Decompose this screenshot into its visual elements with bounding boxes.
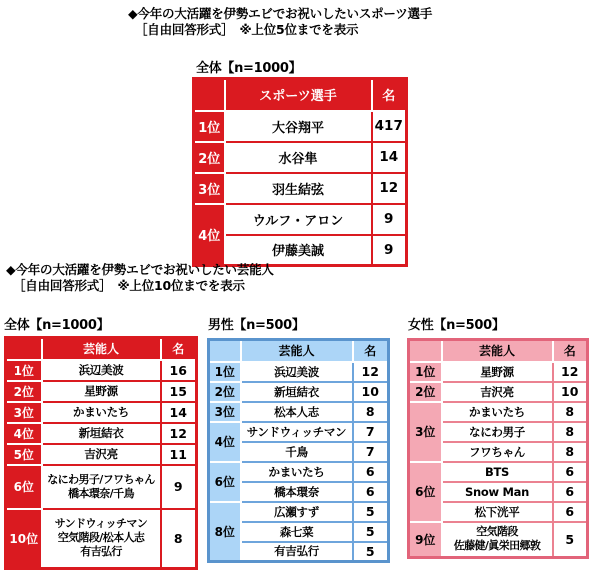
column-header-count: 名 — [161, 338, 197, 360]
table-row — [194, 111, 407, 142]
sports-section-title — [128, 6, 432, 38]
count-cell: 9 — [372, 204, 407, 235]
name-cell: 橋本環奈 — [241, 482, 353, 502]
name-cell: 新垣結衣 — [241, 382, 353, 402]
name-cell: 千鳥 — [241, 442, 353, 462]
name-cell — [42, 509, 161, 569]
table-row — [209, 362, 389, 382]
count-cell: 10 — [353, 382, 389, 402]
table-row — [409, 462, 588, 482]
name-cell: かまいたち — [442, 402, 553, 422]
count-cell: 6 — [553, 482, 588, 502]
name-cell: Snow Man — [442, 482, 553, 502]
count-cell: 12 — [353, 362, 389, 382]
name-cell: かまいたち — [241, 462, 353, 482]
name-line: 橋本環奈/千鳥 — [68, 486, 134, 500]
table-row — [194, 204, 407, 235]
rank-cell: 2位 — [6, 381, 42, 402]
table-row — [194, 142, 407, 173]
count-cell: 7 — [353, 442, 389, 462]
count-cell: 6 — [353, 482, 389, 502]
name-cell: 新垣結衣 — [42, 423, 161, 444]
table-row — [409, 402, 588, 422]
table-row — [6, 465, 197, 509]
count-cell: 11 — [161, 444, 197, 465]
count-cell: 10 — [553, 382, 588, 402]
celeb-male-table — [207, 338, 390, 563]
name-cell: BTS — [442, 462, 553, 482]
count-cell: 12 — [372, 173, 407, 204]
name-line: 佐藤健/眞栄田郷敦 — [453, 539, 541, 553]
table-row — [209, 502, 389, 522]
male-group-label: 男性【n=500】 — [208, 318, 305, 333]
count-cell: 8 — [553, 442, 588, 462]
count-cell: 6 — [553, 502, 588, 522]
rank-cell: 3位 — [209, 402, 241, 422]
name-cell: 浜辺美波 — [241, 362, 353, 382]
name-cell: 星野源 — [42, 381, 161, 402]
name-cell: かまいたち — [42, 402, 161, 423]
female-group-label: 女性【n=500】 — [408, 318, 505, 333]
count-cell: 417 — [372, 111, 407, 142]
rank-cell: 1位 — [409, 362, 442, 382]
name-cell: 松本人志 — [241, 402, 353, 422]
column-header-count: 名 — [353, 340, 389, 362]
name-cell: 浜辺美波 — [42, 360, 161, 381]
rank-cell: 10位 — [6, 509, 42, 569]
name-cell: 羽生結弦 — [225, 173, 372, 204]
table-row — [6, 360, 197, 381]
count-cell: 15 — [161, 381, 197, 402]
rank-cell: 6位 — [409, 462, 442, 522]
table-row — [6, 402, 197, 423]
name-cell: 森七菜 — [241, 522, 353, 542]
rank-cell: 4位 — [6, 423, 42, 444]
count-cell: 7 — [353, 422, 389, 442]
celeb-title-line2: ［自由回答形式］ ※上位10位までを表示 — [13, 278, 245, 293]
sports-group-label: 全体【n=1000】 — [196, 61, 302, 76]
column-header-name: 芸能人 — [442, 340, 553, 362]
name-cell: 広瀬すず — [241, 502, 353, 522]
column-header-name: 芸能人 — [241, 340, 353, 362]
rank-cell: 5位 — [6, 444, 42, 465]
corner-cell — [409, 340, 442, 362]
name-cell: 有吉弘行 — [241, 542, 353, 562]
rank-cell: 3位 — [194, 173, 225, 204]
table-row — [209, 422, 389, 442]
name-cell: 松下洸平 — [442, 502, 553, 522]
name-line: 有吉弘行 — [80, 545, 122, 559]
name-cell — [42, 465, 161, 509]
count-cell: 12 — [553, 362, 588, 382]
column-header-count: 名 — [553, 340, 588, 362]
name-line: 空気階段/松本人志 — [57, 531, 145, 545]
rank-cell: 2位 — [209, 382, 241, 402]
name-cell: ウルフ・アロン — [225, 204, 372, 235]
table-row — [209, 402, 389, 422]
name-cell: フワちゃん — [442, 442, 553, 462]
count-cell: 6 — [353, 462, 389, 482]
table-header-row — [194, 79, 407, 111]
rank-cell: 6位 — [6, 465, 42, 509]
count-cell: 12 — [161, 423, 197, 444]
table-row — [194, 173, 407, 204]
rank-cell: 1位 — [194, 111, 225, 142]
count-cell: 8 — [353, 402, 389, 422]
name-line: 空気階段 — [476, 525, 518, 539]
table-row — [409, 522, 588, 558]
corner-cell — [209, 340, 241, 362]
sports-title-line1: ◆今年の大活躍を伊勢エビでお祝いしたいスポーツ選手 — [128, 6, 433, 21]
rank-cell: 3位 — [409, 402, 442, 462]
table-row — [209, 382, 389, 402]
count-cell: 9 — [372, 235, 407, 266]
name-cell: 吉沢亮 — [42, 444, 161, 465]
count-cell: 5 — [353, 542, 389, 562]
rank-cell: 1位 — [6, 360, 42, 381]
rank-cell: 2位 — [409, 382, 442, 402]
corner-cell — [194, 79, 225, 111]
column-header-count: 名 — [372, 79, 407, 111]
name-cell: 吉沢亮 — [442, 382, 553, 402]
name-cell: 水谷隼 — [225, 142, 372, 173]
table-header-row — [409, 340, 588, 362]
name-cell: 大谷翔平 — [225, 111, 372, 142]
rank-cell: 9位 — [409, 522, 442, 558]
column-header-name: スポーツ選手 — [225, 79, 372, 111]
count-cell: 5 — [353, 522, 389, 542]
name-cell: 伊藤美誠 — [225, 235, 372, 266]
name-cell: 星野源 — [442, 362, 553, 382]
count-cell: 14 — [372, 142, 407, 173]
rank-cell: 6位 — [209, 462, 241, 502]
rank-cell: 1位 — [209, 362, 241, 382]
table-row — [6, 423, 197, 444]
table-row — [194, 235, 407, 266]
count-cell: 9 — [161, 465, 197, 509]
name-line: サンドウィッチマン — [54, 517, 148, 531]
table-header-row — [6, 338, 197, 360]
sports-ranking-table — [192, 77, 408, 267]
table-row — [409, 382, 588, 402]
sports-title-line2: ［自由回答形式］ ※上位5位までを表示 — [135, 22, 359, 37]
name-cell — [442, 522, 553, 558]
table-row — [6, 509, 197, 569]
count-cell: 16 — [161, 360, 197, 381]
count-cell: 5 — [553, 522, 588, 558]
column-header-name: 芸能人 — [42, 338, 161, 360]
table-row — [209, 462, 389, 482]
zentai-group-label: 全体【n=1000】 — [4, 318, 110, 333]
name-cell: サンドウィッチマン — [241, 422, 353, 442]
name-cell: なにわ男子 — [442, 422, 553, 442]
rank-cell: 4位 — [209, 422, 241, 462]
rank-cell: 3位 — [6, 402, 42, 423]
name-line: なにわ男子/フワちゃん — [47, 472, 155, 486]
count-cell: 5 — [353, 502, 389, 522]
celeb-title-line1: ◆今年の大活躍を伊勢エビでお祝いしたい芸能人 — [6, 262, 274, 277]
rank-cell: 2位 — [194, 142, 225, 173]
count-cell: 8 — [553, 422, 588, 442]
count-cell: 14 — [161, 402, 197, 423]
table-row — [409, 362, 588, 382]
celeb-section-title — [6, 262, 274, 294]
corner-cell — [6, 338, 42, 360]
rank-cell: 8位 — [209, 502, 241, 562]
table-row — [6, 444, 197, 465]
count-cell: 8 — [161, 509, 197, 569]
celeb-zentai-table — [4, 336, 198, 570]
rank-cell: 4位 — [194, 204, 225, 266]
count-cell: 8 — [553, 402, 588, 422]
table-header-row — [209, 340, 389, 362]
table-row — [6, 381, 197, 402]
celeb-female-table — [407, 338, 589, 559]
count-cell: 6 — [553, 462, 588, 482]
